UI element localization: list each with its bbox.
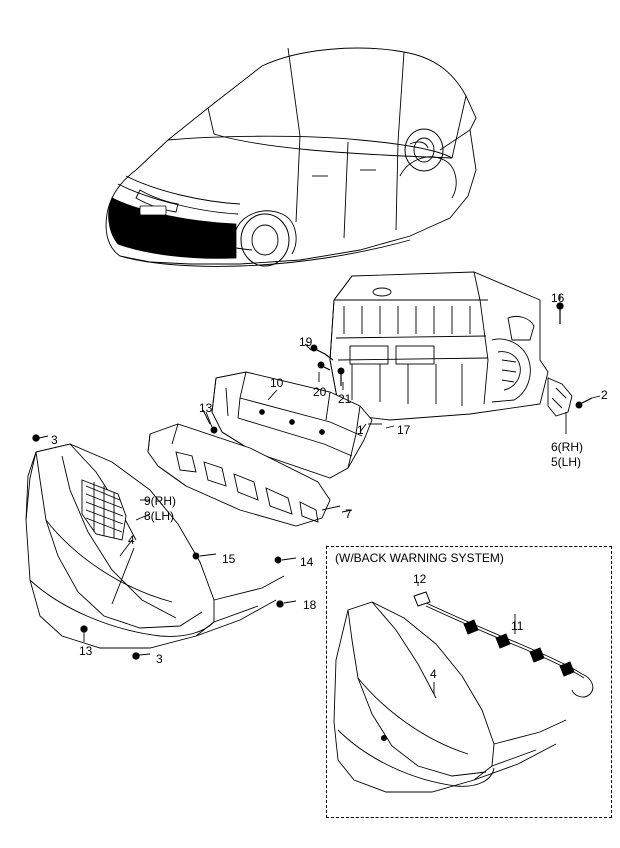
callout-3-lower: 3	[156, 652, 163, 666]
rear-body-panel	[330, 272, 572, 434]
inset-box	[326, 546, 612, 818]
callout-11: 11	[511, 619, 524, 633]
callout-4-inset: 4	[430, 667, 437, 681]
callout-3-upper: 3	[51, 433, 58, 447]
callout-19: 19	[299, 335, 313, 349]
callout-21: 21	[338, 392, 352, 406]
callout-17: 17	[397, 423, 411, 437]
callout-1: 1	[357, 423, 364, 437]
callout-13-upper: 13	[199, 401, 213, 415]
callout-4-main: 4	[128, 533, 135, 547]
callout-6-rh: 6(RH)	[551, 440, 583, 454]
callout-5-lh: 5(LH)	[551, 455, 582, 469]
callout-9-rh: 9(RH)	[144, 494, 176, 508]
callout-10: 10	[270, 376, 284, 390]
callout-2: 2	[601, 388, 608, 402]
car-illustration	[106, 48, 476, 266]
callout-8-lh: 8(LH)	[144, 509, 175, 523]
callout-7: 7	[345, 507, 352, 521]
callout-18: 18	[303, 598, 317, 612]
callout-12: 12	[413, 572, 427, 586]
inset-label: (W/BACK WARNING SYSTEM)	[335, 551, 504, 565]
callout-20: 20	[313, 385, 327, 399]
callout-13-lower: 13	[79, 644, 93, 658]
callout-15: 15	[222, 552, 236, 566]
callout-14: 14	[300, 555, 314, 569]
callout-16: 16	[551, 291, 565, 305]
